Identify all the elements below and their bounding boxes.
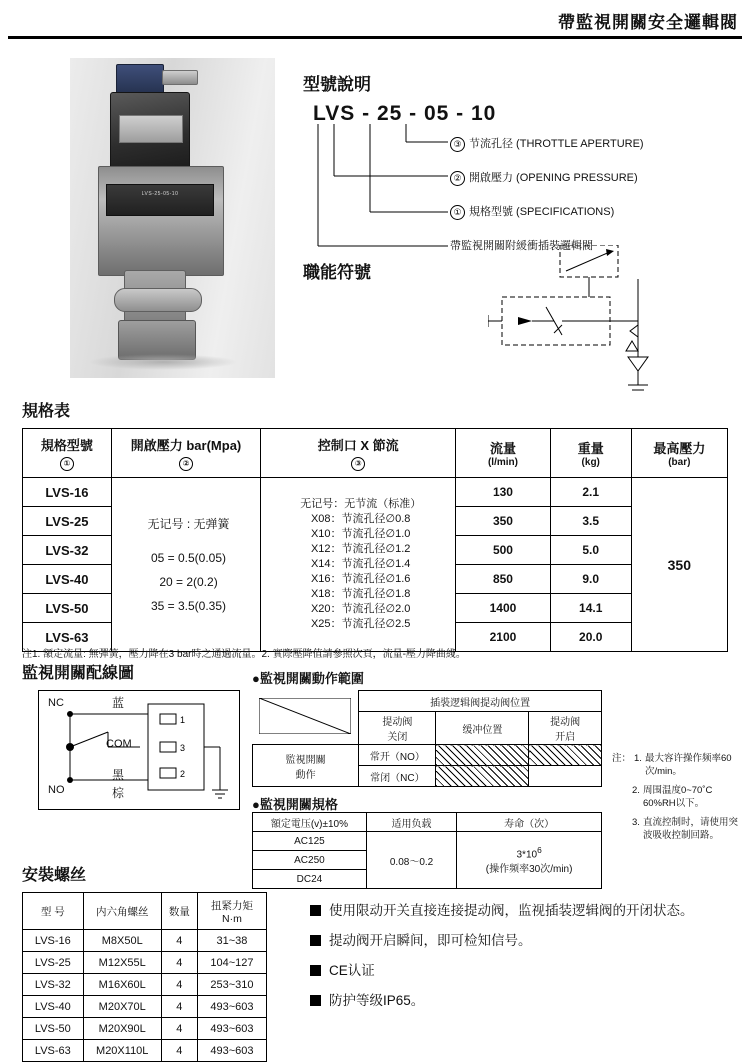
table-row (23, 996, 267, 1018)
wiring-label-brown: 棕 (112, 786, 125, 800)
table-row (23, 478, 728, 507)
scr-qty: 4 (161, 996, 197, 1018)
cell-model: LVS-40 (23, 565, 112, 594)
name-plate (106, 184, 214, 216)
feature-bullet (310, 960, 740, 981)
th-pressure: 開啟壓力 bar(Mpa) ② (111, 429, 260, 478)
th-weight: 重量 (kg) (550, 429, 631, 478)
cell-weight: 5.0 (550, 536, 631, 565)
cell-flow: 1400 (456, 594, 551, 623)
range-header-row (253, 691, 602, 712)
range-col-buffer: 缓冲位置 (436, 712, 529, 745)
scr-torque: 253~310 (197, 974, 266, 996)
scr-screw: M8X50L (83, 930, 161, 952)
sw-load: 0.08～0.2 (366, 832, 456, 889)
note-text-2: 開啟壓力 (OPENING PRESSURE) (469, 172, 638, 184)
cell-control-options: 无记号：无节流（标准） X08：节流孔径∅0.8 X10：节流孔径∅1.0 X12：节流孔径∅1.2 X14：节流孔径∅1.4 X16：节流孔径∅1.6 X18：节流孔径∅1.8 X20：节流孔径∅2.0 X25：节流孔径∅2.5 (261, 478, 456, 652)
wiring-label-blue: 蓝 (112, 696, 125, 710)
table-row (23, 1040, 267, 1062)
note-number-2: ② (450, 171, 465, 186)
switch-action-range-table (252, 690, 602, 787)
sw-th-life: 寿命（次） (457, 813, 602, 832)
scr-screw: M16X60L (83, 974, 161, 996)
svg-text:2: 2 (180, 769, 186, 779)
table-header-row (23, 429, 728, 478)
sw-life: $3*10^6$ (操作频率30次/min) (457, 832, 602, 889)
scr-th-qty: 数量 (161, 893, 197, 930)
note-text-3: 节流孔径 (THROTTLE APERTURE) (469, 138, 644, 150)
table-row (23, 974, 267, 996)
right-note-2 (612, 784, 744, 810)
feature-text: 提动阀开启瞬间，即可检知信号。 (329, 933, 532, 948)
cell-model: LVS-16 (23, 478, 112, 507)
product-photo (70, 58, 275, 378)
th-flow: 流量 (l/min) (456, 429, 551, 478)
cable-nut-icon (162, 70, 198, 85)
wiring-schematic (38, 690, 238, 808)
scr-screw: M12X55L (83, 952, 161, 974)
scr-qty: 4 (161, 1040, 197, 1062)
range-nc-empty-open (529, 766, 602, 787)
cell-model: LVS-50 (23, 594, 112, 623)
cell-maxpressure: 350 (631, 478, 727, 652)
mounting-screw-table (22, 892, 267, 1062)
right-note-num-2: 2. (632, 785, 640, 796)
table-row (23, 952, 267, 974)
cell-flow: 500 (456, 536, 551, 565)
scr-screw: M20X90L (83, 1018, 161, 1040)
scr-torque: 104~127 (197, 952, 266, 974)
scr-model: LVS-25 (23, 952, 84, 974)
svg-text:3: 3 (180, 743, 186, 753)
table-row (23, 930, 267, 952)
sw-voltage: DC24 (253, 870, 367, 889)
scr-qty: 4 (161, 1018, 197, 1040)
valve-ring (114, 288, 202, 312)
th-maxpressure: 最高壓力 (bar) (631, 429, 727, 478)
scr-screw: M20X110L (83, 1040, 161, 1062)
sw-th-load: 适用负载 (366, 813, 456, 832)
cell-weight: 2.1 (550, 478, 631, 507)
th-control: 控制口 X 節流 ③ (261, 429, 456, 478)
coil-label (119, 115, 183, 143)
model-note-3 (450, 135, 644, 152)
model-code: LVS - 25 - 05 - 10 (313, 102, 497, 125)
switch-spec-title: ●監視開關規格 (252, 797, 338, 812)
screws-title: 安裝螺丝 (22, 867, 87, 884)
cell-pressure-options: 无记号 : 无弹簧 05 = 0.5(0.05) 20 = 2(0.2) 35 = 3.5(0.35) (111, 478, 260, 652)
feature-bullet-list (310, 900, 740, 1020)
wiring-label-black: 黑 (112, 768, 125, 782)
cell-flow: 350 (456, 507, 551, 536)
cell-flow: 2100 (456, 623, 551, 652)
right-note-text-3: 直流控制时，请使用突波吸收控制回路。 (642, 817, 738, 841)
feature-text: CE认证 (329, 963, 375, 978)
cell-flow: 850 (456, 565, 551, 594)
diagonal-divider (259, 698, 351, 734)
sw-voltage: AC125 (253, 832, 367, 851)
cell-model: LVS-25 (23, 507, 112, 536)
header-divider (8, 36, 742, 39)
function-symbol-title: 職能符號 (303, 263, 371, 282)
cell-flow: 130 (456, 478, 551, 507)
name-plate-text: LVS-25-05-10 (141, 191, 179, 197)
sw-voltage: AC250 (253, 851, 367, 870)
feature-text: 使用限动开关直接连接提动阀，监视插装逻辑阀的开闭状态。 (329, 903, 694, 918)
square-bullet-icon (310, 935, 321, 946)
scr-model: LVS-40 (23, 996, 84, 1018)
note-text-1: 規格型號 (SPECIFICATIONS) (469, 206, 615, 218)
spec-footnote: 注1. 額定流量: 無彈簧，壓力降在3 bar時之通過流量。2. 實際壓降值請參照次頁，流量-壓力降曲綫。 (22, 649, 466, 660)
scr-model: LVS-16 (23, 930, 84, 952)
feature-bullet (310, 990, 740, 1011)
square-bullet-icon (310, 965, 321, 976)
range-nc-label: 常闭（NC） (359, 766, 436, 787)
scr-th-model: 型 号 (23, 893, 84, 930)
table-row (23, 1018, 267, 1040)
scr-torque: 493~603 (197, 1018, 266, 1040)
model-note-1 (450, 203, 614, 220)
scr-header-row (23, 893, 267, 930)
scr-torque: 31~38 (197, 930, 266, 952)
feature-text: 防护等级IP65。 (329, 993, 425, 1008)
svg-text:1: 1 (180, 715, 186, 725)
range-no-label: 常开（NO） (359, 745, 436, 766)
note-text-0: 帶監視開關附緩衝插裝邏輯閥 (450, 240, 593, 252)
range-row-no (253, 745, 602, 766)
right-note-text-1: 最大容许操作频率60次/min。 (644, 753, 732, 777)
scr-qty: 4 (161, 930, 197, 952)
right-note-num-1: 1. (634, 753, 642, 764)
scr-th-torque: 扭紧力矩 N·m (197, 893, 266, 930)
square-bullet-icon (310, 905, 321, 916)
cell-weight: 20.0 (550, 623, 631, 652)
scr-torque: 493~603 (197, 996, 266, 1018)
note-number-3: ③ (450, 137, 465, 152)
valve-body (98, 166, 224, 276)
solenoid-coil (110, 92, 190, 170)
spec-table-title: 規格表 (22, 403, 71, 420)
scr-model: LVS-32 (23, 974, 84, 996)
cell-weight: 14.1 (550, 594, 631, 623)
wiring-title: 監視開關配線圖 (22, 665, 135, 682)
cell-weight: 3.5 (550, 507, 631, 536)
range-no-hatch-open (529, 745, 602, 766)
sw-th-voltage: 額定電压(v)±10% (253, 813, 367, 832)
square-bullet-icon (310, 995, 321, 1006)
right-note-3 (612, 816, 744, 842)
switch-spec-table (252, 812, 602, 889)
scr-model: LVS-63 (23, 1040, 84, 1062)
range-col-open: 提动阀 开启 (529, 712, 602, 745)
right-notes-label: 注： (612, 753, 632, 764)
range-row-label: 監視開關 動作 (253, 745, 359, 787)
wiring-label-nc: NC (48, 697, 64, 709)
sw-row-ac125 (253, 832, 602, 851)
top-illustration-block (8, 40, 742, 378)
range-no-hatch-buffer (436, 745, 529, 766)
sw-header-row (253, 813, 602, 832)
scr-qty: 4 (161, 974, 197, 996)
range-top-header: 插裝逻辑阀提动阀位置 (359, 691, 602, 712)
scr-th-screw: 内六角螺丝 (83, 893, 161, 930)
model-note-2 (450, 169, 638, 186)
feature-bullet (310, 930, 740, 951)
specification-table (22, 428, 728, 652)
wiring-label-no: NO (48, 784, 65, 796)
wiring-label-com: COM (106, 738, 132, 750)
th-model: 規格型號 ① (23, 429, 112, 478)
cell-weight: 9.0 (550, 565, 631, 594)
range-col-closed: 提动阀 关闭 (359, 712, 436, 745)
right-note-text-2: 周围温度0~70˚C 60%RH以下。 (642, 785, 713, 809)
right-note-1 (612, 752, 744, 778)
cell-model: LVS-63 (23, 623, 112, 652)
feature-bullet (310, 900, 740, 921)
scr-qty: 4 (161, 952, 197, 974)
scr-model: LVS-50 (23, 1018, 84, 1040)
model-explanation-title: 型號說明 (303, 75, 371, 94)
scr-torque: 493~603 (197, 1040, 266, 1062)
cell-model: LVS-32 (23, 536, 112, 565)
hydraulic-symbol (488, 245, 718, 400)
range-title: ●監視開關動作範圍 (252, 671, 364, 686)
right-note-num-3: 3. (632, 817, 640, 828)
page-title: 帶監視開關安全邏輯閥 (558, 13, 738, 32)
range-nc-hatch-buffer (436, 766, 529, 787)
right-notes (612, 752, 744, 848)
scr-screw: M20X70L (83, 996, 161, 1018)
photo-shadow (88, 354, 238, 370)
note-number-1: ① (450, 205, 465, 220)
